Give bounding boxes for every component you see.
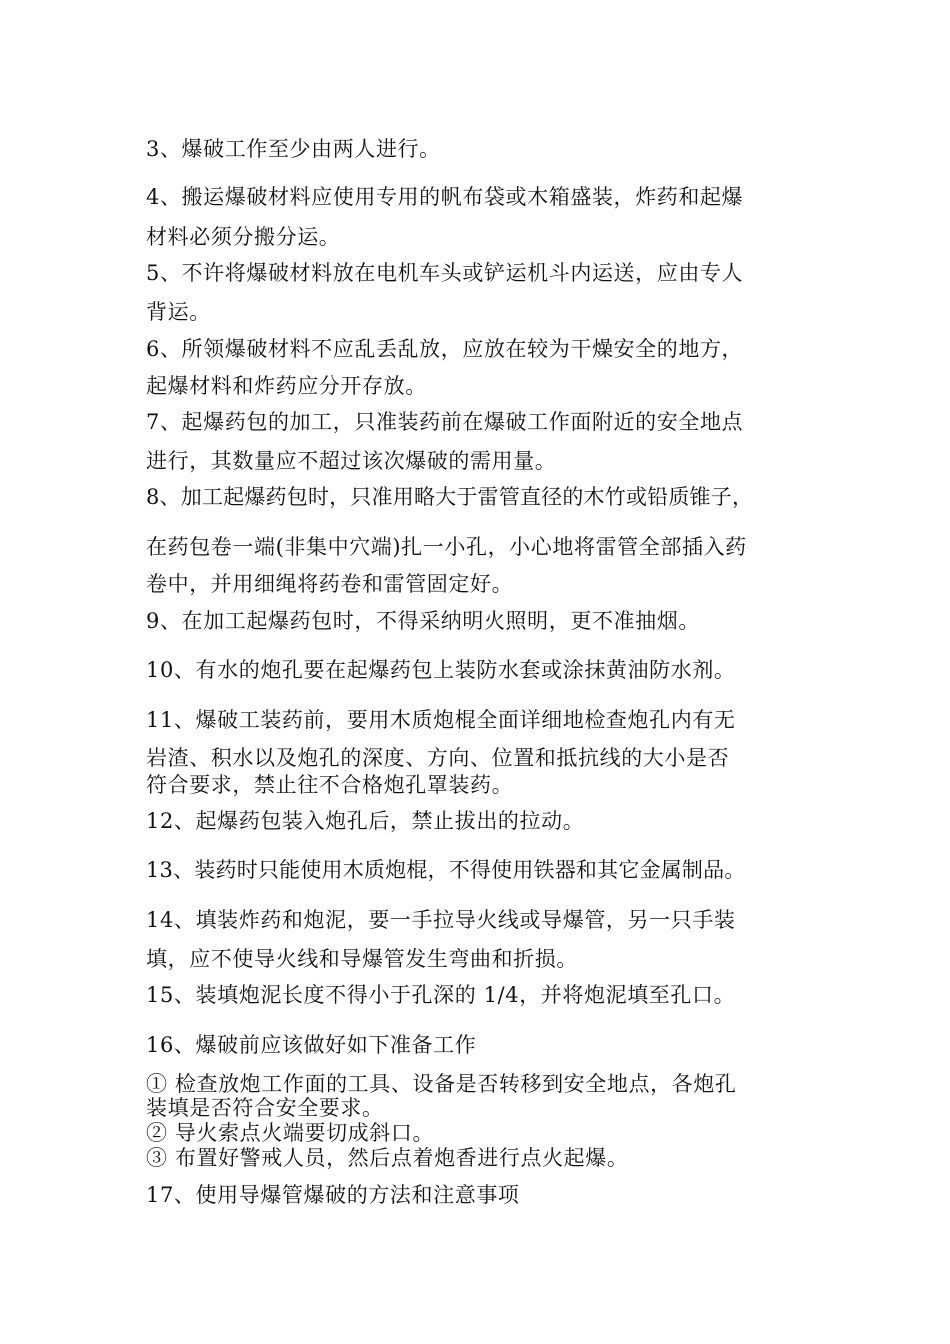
text-line: 起爆材料和炸药应分开存放。 bbox=[146, 374, 427, 398]
text-line: 符合要求，禁止往不合格炮孔罩装药。 bbox=[146, 773, 514, 797]
text-line: ① 检查放炮工作面的工具、设备是否转移到安全地点，各炮孔 bbox=[146, 1072, 737, 1096]
text-line: 材料必须分搬分运。 bbox=[146, 225, 341, 249]
text-line: 岩渣、积水以及炮孔的深度、方向、位置和抵抗线的大小是否 bbox=[146, 746, 730, 770]
text-line: 9、在加工起爆药包时，不得采纳明火照明，更不准抽烟。 bbox=[146, 609, 700, 633]
text-line: 在药包卷一端(非集中穴端)扎一小孔，小心地将雷管全部插入药 bbox=[146, 535, 747, 559]
text-line: 装填是否符合安全要求。 bbox=[146, 1096, 384, 1120]
text-line: ② 导火索点火端要切成斜口。 bbox=[146, 1121, 435, 1145]
text-line: 15、装填炮泥长度不得小于孔深的 1/4，并将炮泥填至孔口。 bbox=[146, 983, 736, 1007]
text-line: 5、不许将爆破材料放在电机车头或铲运机斗内运送，应由专人 bbox=[146, 261, 744, 285]
text-line: 6、所领爆破材料不应乱丢乱放，应放在较为干燥安全的地方， bbox=[146, 337, 744, 361]
text-line: 17、使用导爆管爆破的方法和注意事项 bbox=[146, 1183, 520, 1207]
text-line: 13、装药时只能使用木质炮棍，不得使用铁器和其它金属制品。 bbox=[146, 858, 746, 882]
text-line: 11、爆破工装药前，要用木质炮棍全面详细地检查炮孔内有无 bbox=[146, 708, 736, 732]
text-line: 背运。 bbox=[146, 300, 211, 324]
text-line: 3、爆破工作至少由两人进行。 bbox=[146, 137, 441, 161]
text-line: 8、加工起爆药包时，只准用略大于雷管直径的木竹或铅质锥子， bbox=[146, 485, 754, 509]
text-line: 进行，其数量应不超过该次爆破的需用量。 bbox=[146, 449, 557, 473]
text-line: 4、搬运爆破材料应使用专用的帆布袋或木箱盛装，炸药和起爆 bbox=[146, 185, 744, 209]
text-line: 14、填装炸药和炮泥，要一手拉导火线或导爆管，另一只手装 bbox=[146, 908, 736, 932]
text-line: 填，应不使导火线和导爆管发生弯曲和折损。 bbox=[146, 947, 578, 971]
text-line: 16、爆破前应该做好如下准备工作 bbox=[146, 1033, 477, 1057]
text-line: 10、有水的炮孔要在起爆药包上装防水套或涂抹黄油防水剂。 bbox=[146, 658, 736, 682]
text-line: 卷中，并用细绳将药卷和雷管固定好。 bbox=[146, 572, 514, 596]
text-line: 12、起爆药包装入炮孔后，禁止拔出的拉动。 bbox=[146, 809, 585, 833]
text-line: 7、起爆药包的加工，只准装药前在爆破工作面附近的安全地点 bbox=[146, 410, 744, 434]
text-line: ③ 布置好警戒人员，然后点着炮香进行点火起爆。 bbox=[146, 1146, 629, 1170]
